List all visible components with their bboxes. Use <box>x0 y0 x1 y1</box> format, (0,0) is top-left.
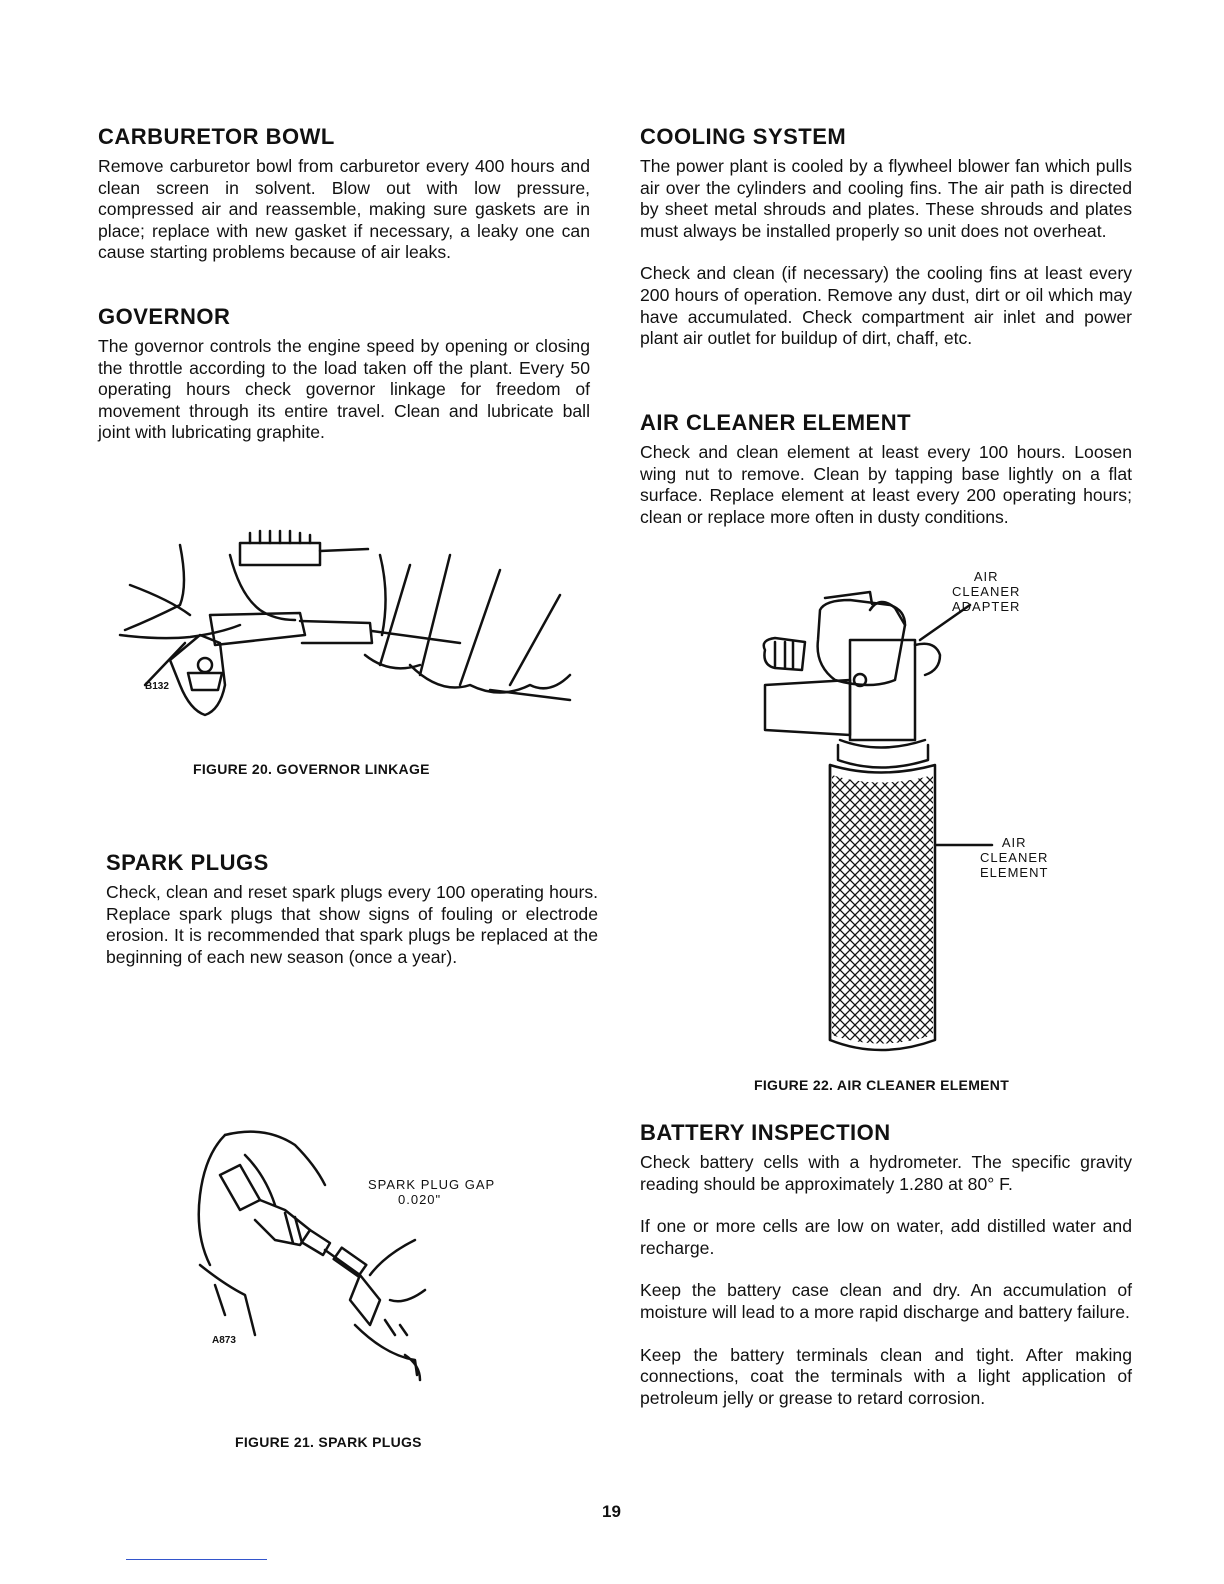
figure-code: A873 <box>212 1335 236 1346</box>
section-body: Check and clean element at least every 100 hours. Loosen wing nut to remove. Clean by tapping base lightly on a flat surface. Replace element at least every 200 operating hours; clean or replace more often in dusty conditions. <box>640 442 1132 527</box>
spark-plug-gap-label <box>368 1177 495 1207</box>
section-spark-plugs <box>106 850 598 968</box>
governor-linkage-illustration <box>110 525 580 745</box>
section-heading: GOVERNOR <box>98 304 231 329</box>
section-cooling-system <box>640 124 1132 350</box>
bottom-rule <box>126 1559 267 1560</box>
section-air-cleaner <box>640 410 1132 528</box>
section-battery-inspection <box>640 1120 1132 1409</box>
air-cleaner-adapter-label <box>952 569 1020 614</box>
label-line: ELEMENT <box>980 865 1049 880</box>
figure-22-caption: FIGURE 22. AIR CLEANER ELEMENT <box>754 1077 1010 1093</box>
label-line: AIR <box>1001 835 1027 850</box>
spark-plug-illustration <box>185 1125 445 1385</box>
air-cleaner-element-label <box>980 835 1048 880</box>
section-body: The governor controls the engine speed by opening or closing the throttle according to the load taken off the plant. Every 50 operating hours check governor linkage for freedom of movement through its entire travel. Clean and lubricate ball joint with lubricating graphite. <box>98 336 590 443</box>
section-carburetor-bowl <box>98 124 590 264</box>
label-line: AIR <box>973 569 999 584</box>
page-number: 19 <box>602 1502 621 1521</box>
label-line: SPARK PLUG GAP <box>368 1177 496 1192</box>
section-body: Keep the battery case clean and dry. An accumulation of moisture will lead to a more rapid discharge and battery failure. <box>640 1280 1132 1322</box>
section-heading: AIR CLEANER ELEMENT <box>640 410 912 435</box>
section-heading: SPARK PLUGS <box>106 850 269 875</box>
section-body: Check and clean (if necessary) the cooling fins at least every 200 hours of operation. Remove any dust, dirt or oil which may have accumulated. Check compartment air inlet and power plant air outlet for buildup of dirt, chaff, etc. <box>640 263 1132 349</box>
figure-21-caption: FIGURE 21. SPARK PLUGS <box>235 1434 422 1450</box>
air-cleaner-illustration <box>730 570 1050 1070</box>
figure-20-caption: FIGURE 20. GOVERNOR LINKAGE <box>193 761 430 777</box>
section-heading: CARBURETOR BOWL <box>98 124 335 149</box>
section-heading: BATTERY INSPECTION <box>640 1120 891 1145</box>
section-body: Check battery cells with a hydrometer. The specific gravity reading should be approximately 1.280 at 80° F. <box>640 1152 1132 1194</box>
section-heading: COOLING SYSTEM <box>640 124 847 149</box>
label-line: CLEANER <box>952 584 1021 599</box>
section-governor <box>98 304 590 444</box>
label-line: ADAPTER <box>952 599 1021 614</box>
section-body: Keep the battery terminals clean and tight. After making connections, coat the terminals with a light application of petroleum jelly or grease to retard corrosion. <box>640 1344 1132 1408</box>
section-body: Remove carburetor bowl from carburetor every 400 hours and clean screen in solvent. Blow out with low pressure, compressed air and reassemble, making sure gaskets are in place; replace with new gasket if necessary, a leaky one can cause starting problems because of air leaks. <box>98 156 590 263</box>
label-line: 0.020" <box>398 1192 442 1207</box>
label-line: CLEANER <box>980 850 1049 865</box>
section-body: The power plant is cooled by a flywheel blower fan which pulls air over the cylinders and cooling fins. The air path is directed by sheet metal shrouds and plates. These shrouds and plates must always be installed properly so unit does not overheat. <box>640 156 1132 241</box>
section-body: If one or more cells are low on water, add distilled water and recharge. <box>640 1216 1132 1258</box>
figure-code: B132 <box>145 681 169 692</box>
section-body: Check, clean and reset spark plugs every 100 operating hours. Replace spark plugs that show signs of fouling or electrode erosion. It is recommended that spark plugs be replaced at the beginning of each new season (once a year). <box>106 882 598 967</box>
